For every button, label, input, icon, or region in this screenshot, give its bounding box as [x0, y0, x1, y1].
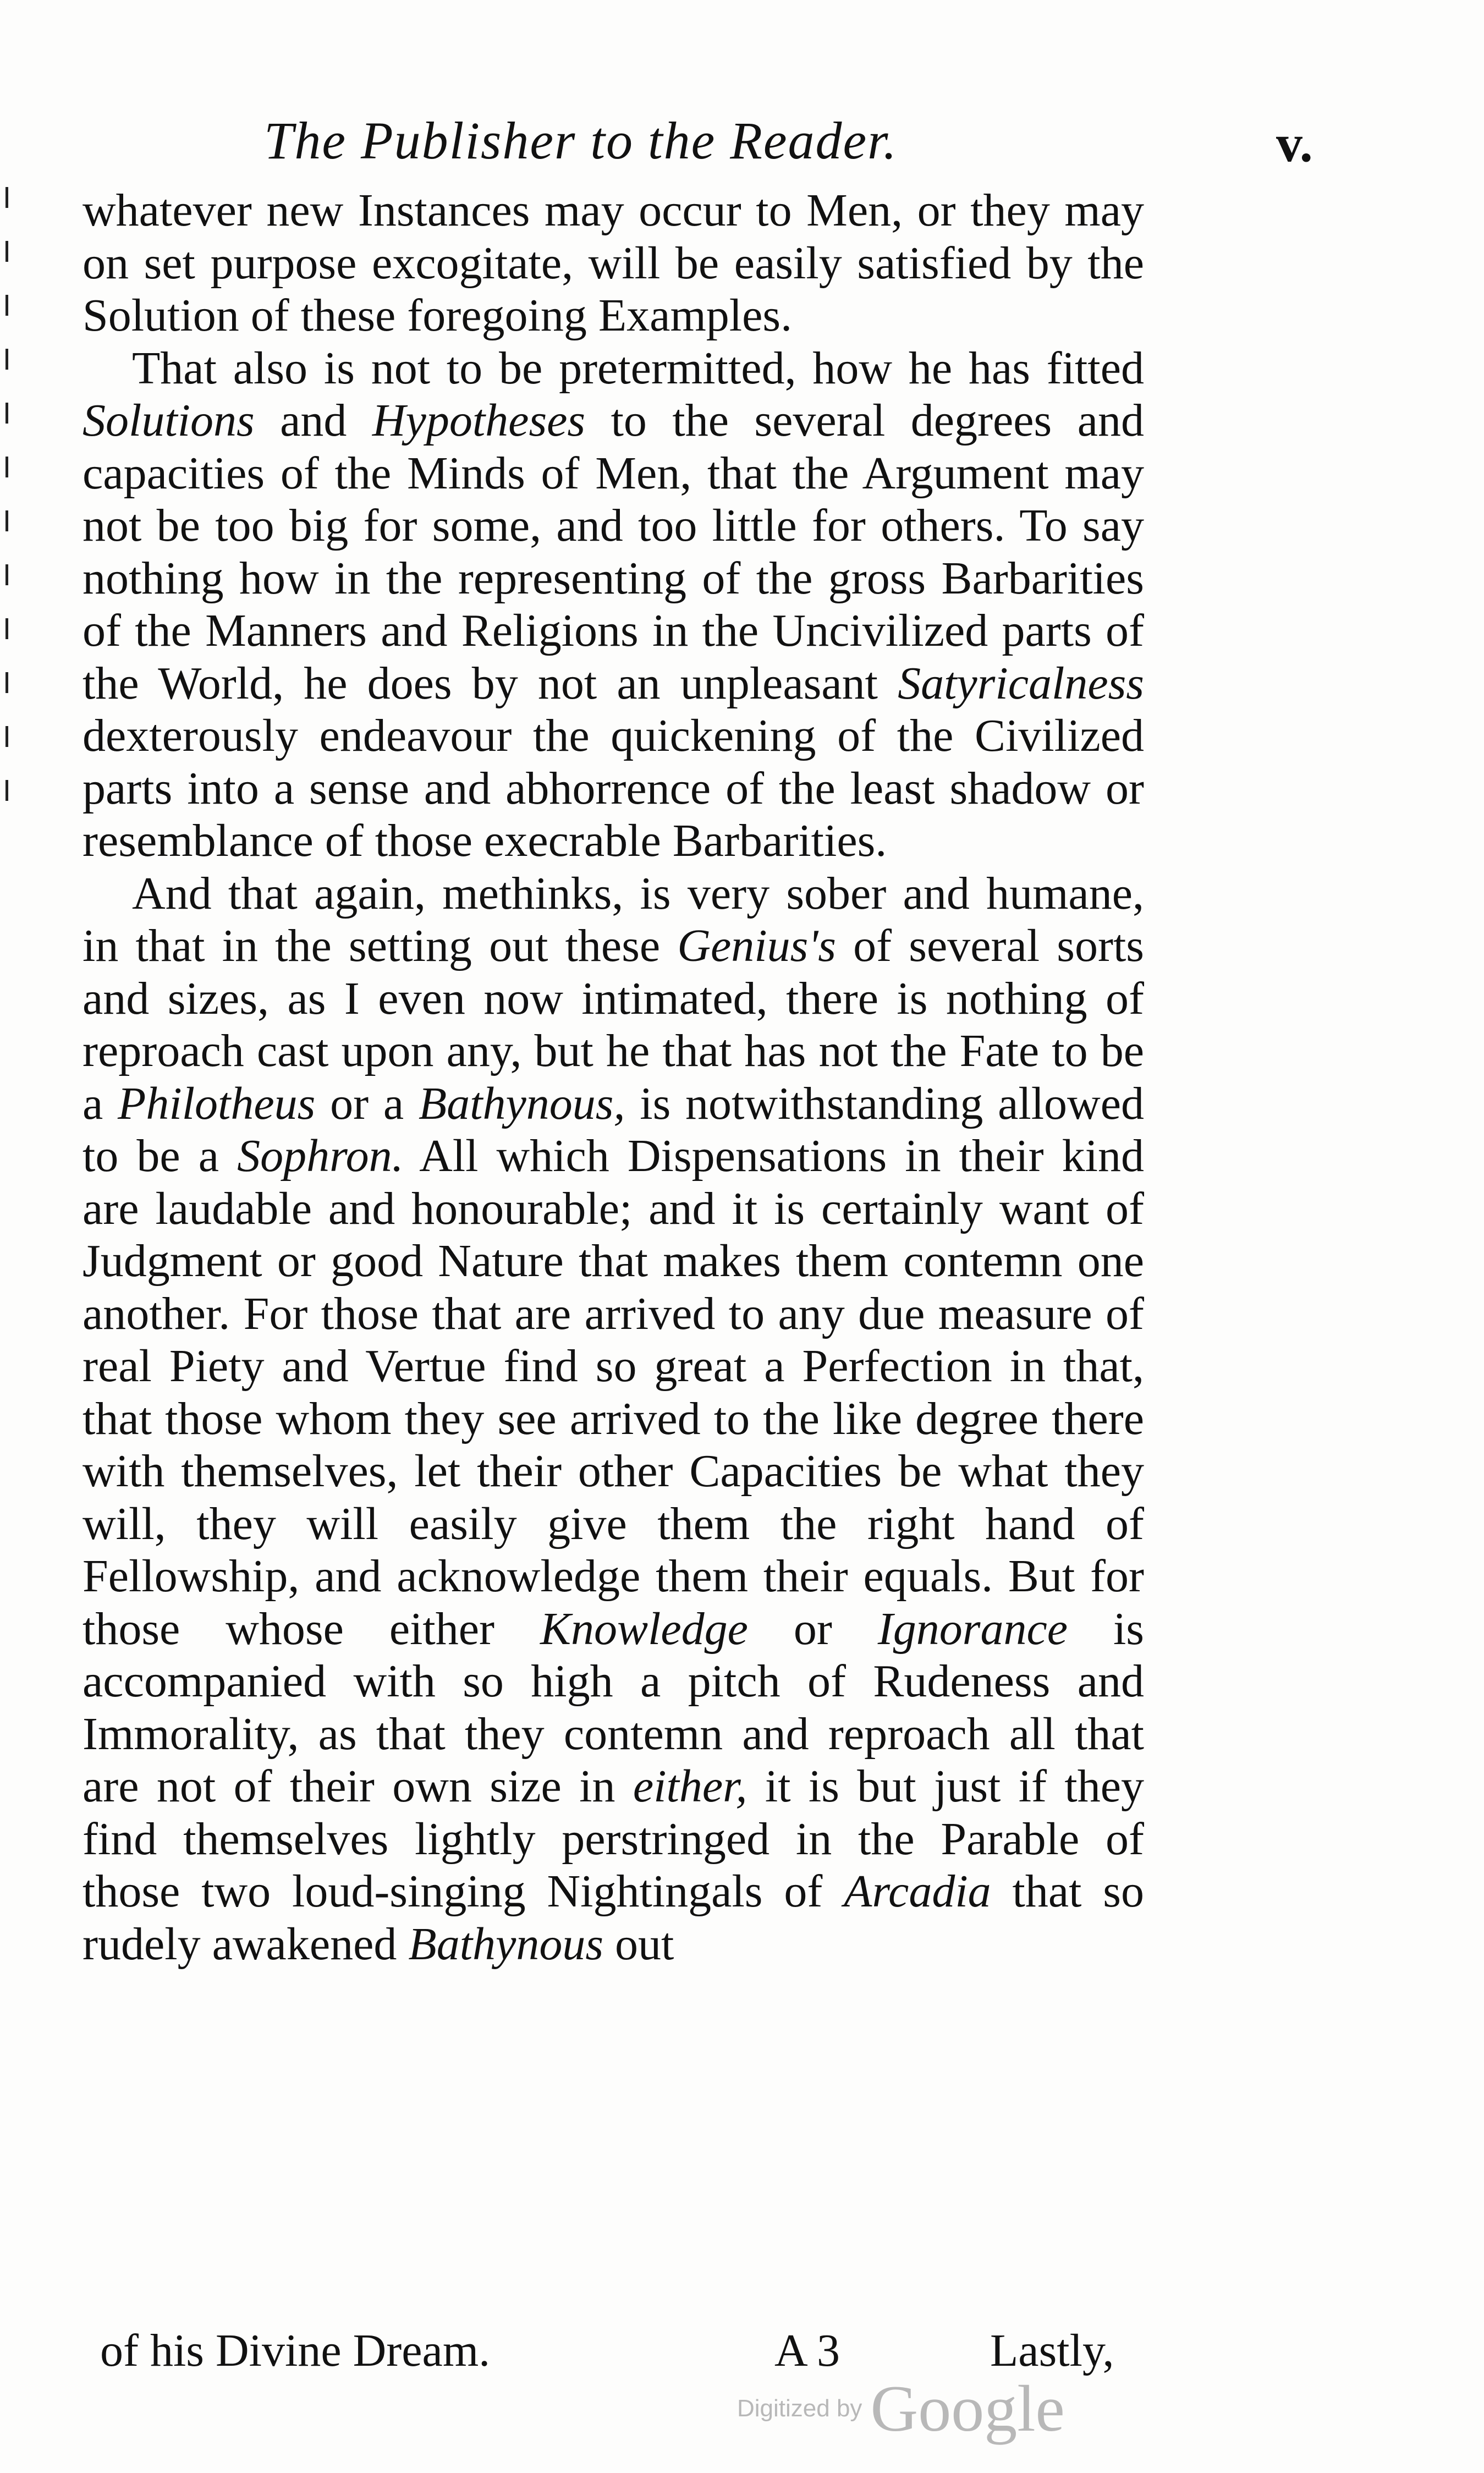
- italic-term: Knowledge: [540, 1603, 748, 1655]
- body-text: [83, 184, 1144, 1970]
- italic-term: Hypotheses: [372, 395, 586, 446]
- italic-term: Ignorance: [877, 1603, 1068, 1655]
- page-number: v.: [1276, 114, 1313, 173]
- italic-term: either,: [633, 1761, 748, 1812]
- closing-words: of his Divine Dream.: [100, 2325, 491, 2376]
- italic-term: Bathynous: [408, 1918, 604, 1970]
- italic-term: Solutions: [83, 395, 255, 446]
- running-head: The Publisher to the Reader.: [264, 111, 898, 170]
- google-logo: Google: [870, 2372, 1065, 2445]
- italic-term: Arcadia: [844, 1866, 991, 1917]
- italic-term: Sophron.: [237, 1130, 404, 1181]
- catchword: Lastly,: [990, 2325, 1114, 2376]
- italic-term: Philotheus: [118, 1078, 316, 1129]
- digitized-watermark: [737, 2371, 1065, 2447]
- italic-term: Satyricalness: [898, 657, 1144, 709]
- italic-term: Bathynous,: [418, 1078, 625, 1129]
- paragraph-1: whatever new Instances may occur to Men, or they may on set purpose excogitate, will be easily satisfied by the Solution of these foregoing Examples.: [83, 185, 1144, 341]
- adjacent-page-edge: [0, 187, 22, 834]
- digitized-by-label: Digitized by: [737, 2395, 862, 2422]
- paragraph-3: And that again, methinks, is very sober and humane, in that in the setting out these Genius's of several sorts and sizes, as I even now intimated, there is nothing of reproach cast upon any, but he that has not the Fate to be a Philotheus or a Bathynous, is notwithstanding allowed to be a Sophron. All which Dispensations in their kind are laudable and honourable; and it is certainly want of Judgment or good Nature that makes them contemn one another. For those that are arrived to any due measure of real Piety and Vertue find so great a Perfection in that, that those whom they see arrived to the like degree there with themselves, let their other Capacities be what they will, they will easily give them the right hand of Fellowship, and acknowledge them their equals. But for those whose either Knowledge or Ignorance is accompanied with so high a pitch of Rudeness and Immorality, as that they contemn and reproach all that are not of their own size in either, it is but just if they find themselves lightly perstringed in the Parable of those two loud-singing Nightingals of Arcadia that so rudely awakened Bathynous out: [83, 867, 1145, 1970]
- italic-term: Genius's: [677, 920, 836, 971]
- paragraph-2: That also is not to be pretermitted, how he has fitted Solutions and Hypotheses to the several degrees and capacities of the Minds of Men, that the Argument may not be too big for some, and too little for others. To say nothing how in the representing of the gross Barbarities of the Manners and Religions in the Uncivilized parts of the World, he does by not an unpleasant Satyricalness dexterously endeavour the quickening of the Civilized parts into a sense and abhorrence of the least shadow or resemblance of those execrable Barbarities.: [83, 342, 1144, 866]
- signature-mark: A 3: [774, 2325, 840, 2376]
